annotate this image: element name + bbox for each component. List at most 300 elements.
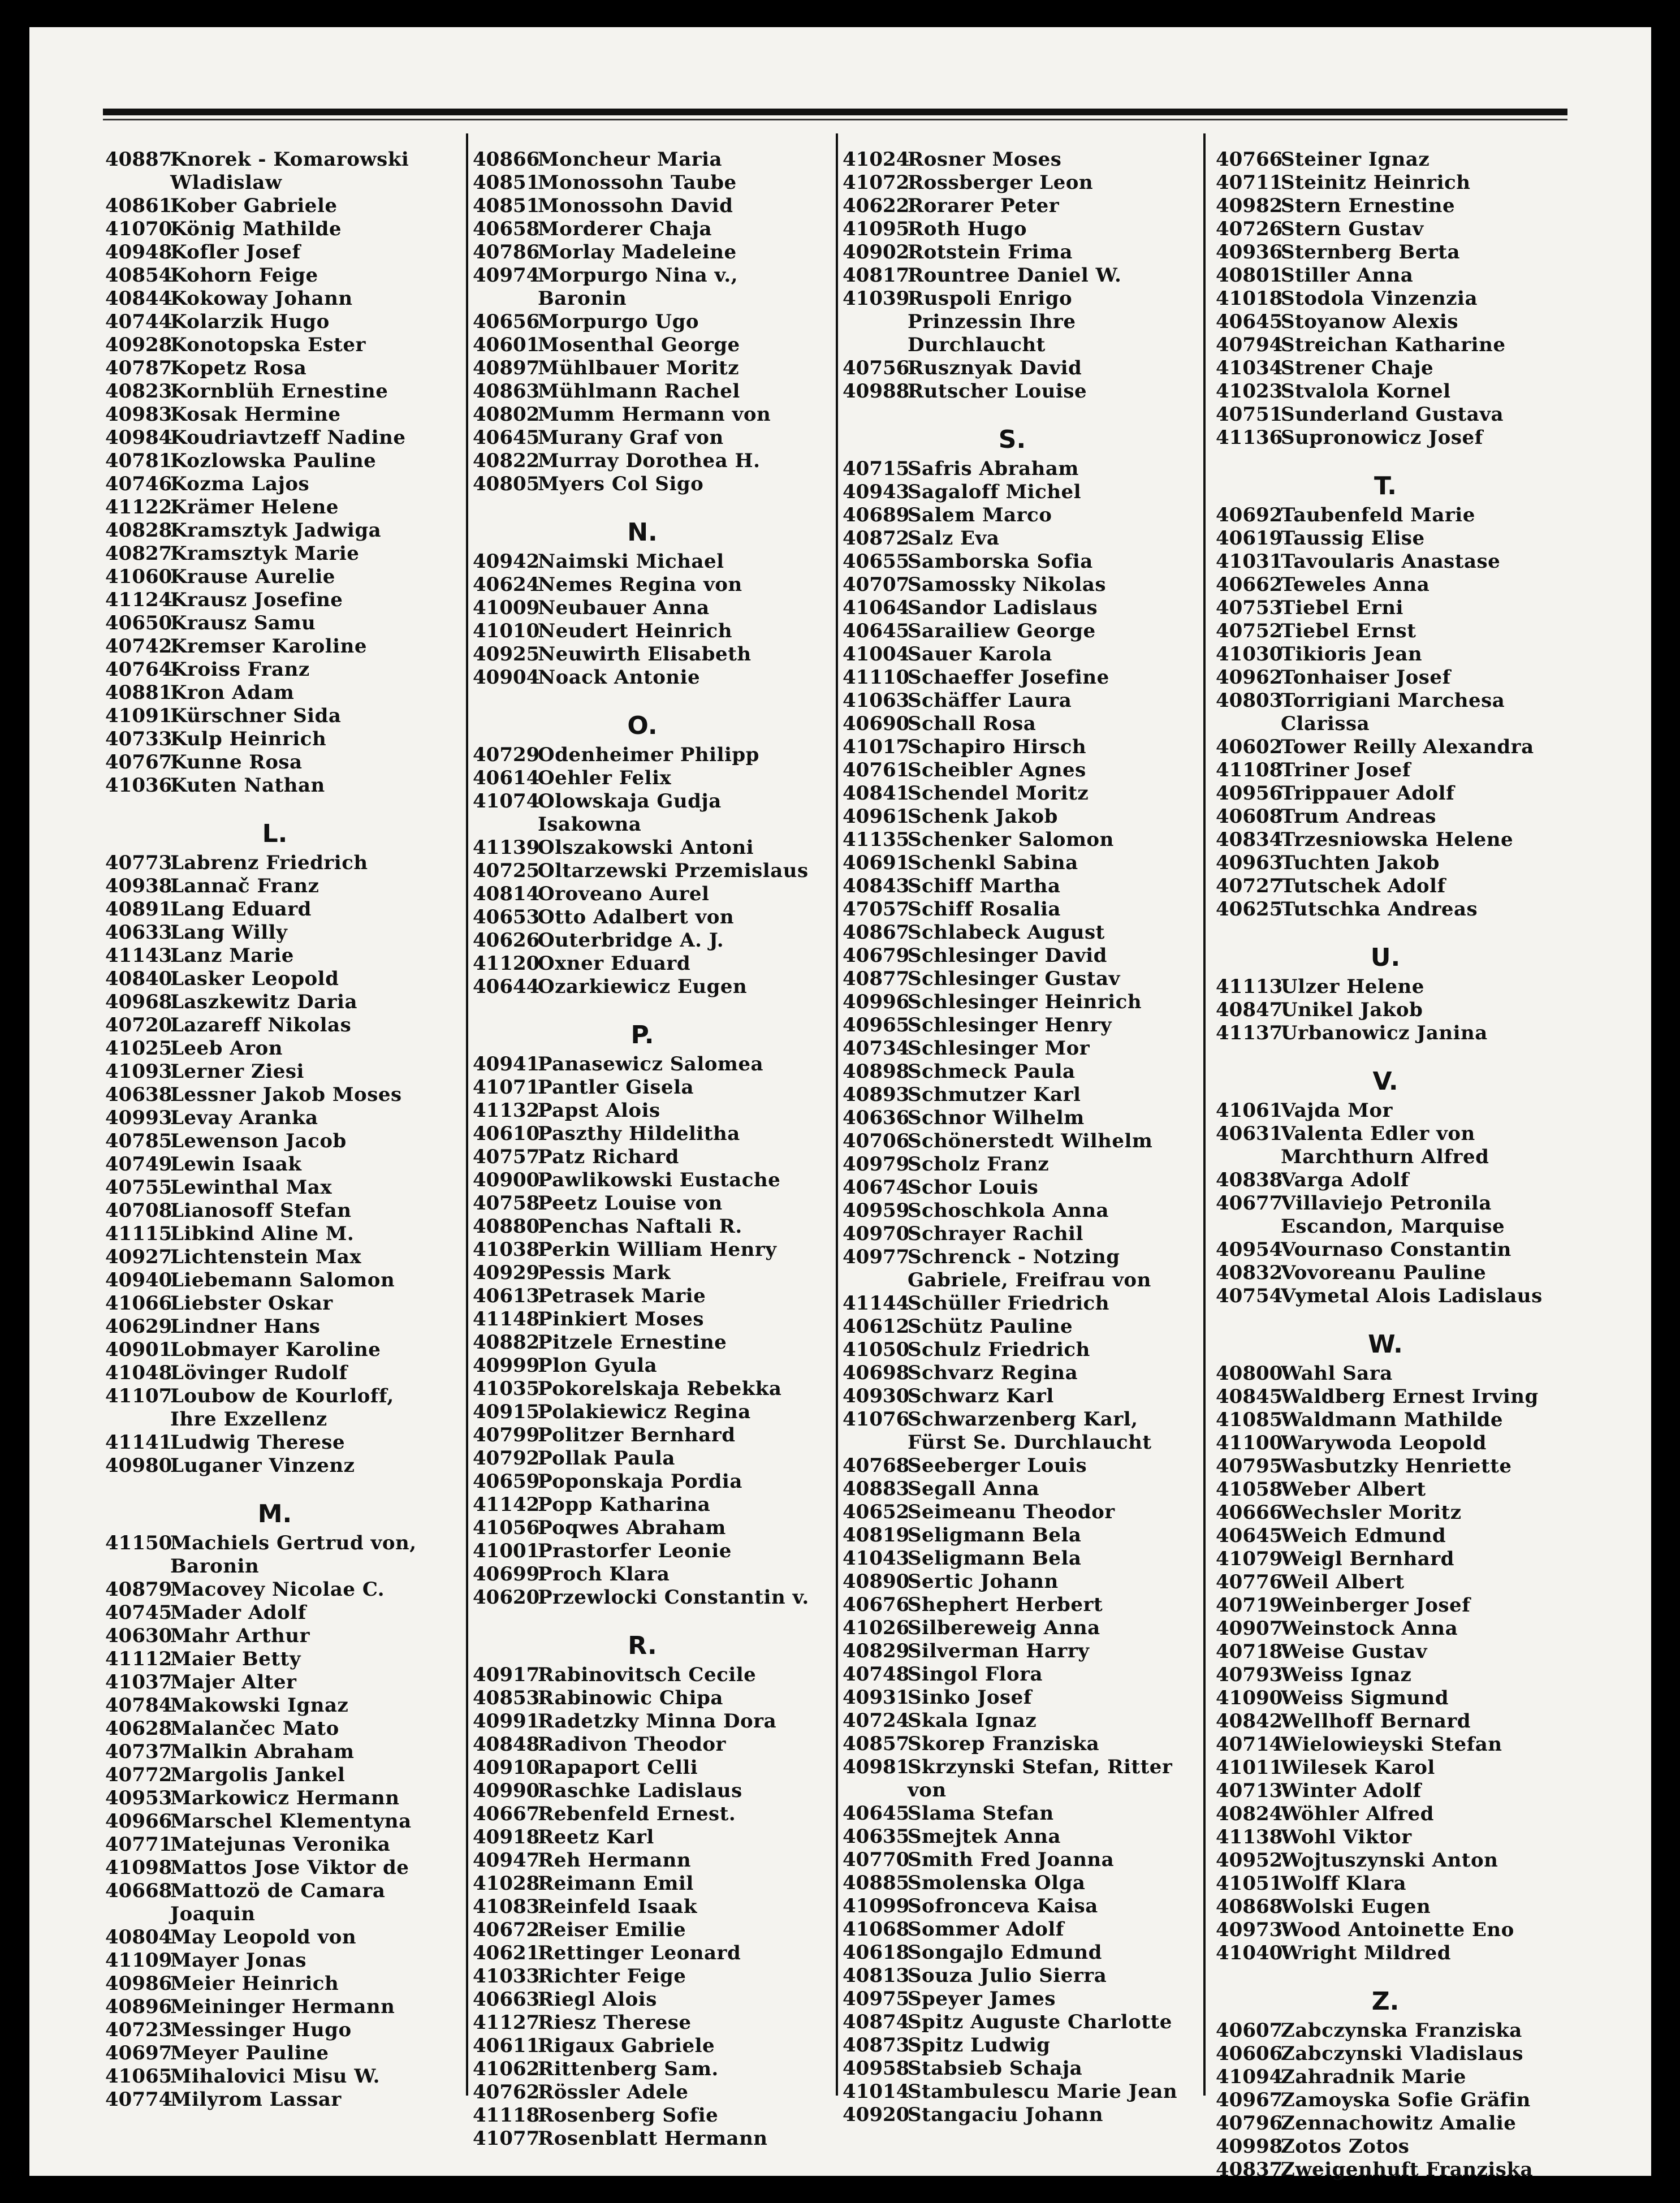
list-entry [1216,1362,1555,1385]
entry-number: 40718 [1216,1640,1283,1663]
list-entry [105,921,444,944]
list-entry [473,1756,812,1779]
entry-number: 40845 [1216,1385,1283,1408]
entry-number: 40874 [843,2011,910,2033]
entry-name: Rössler Adele [538,2081,689,2103]
entry-name: Tiebel Ernst [1281,620,1416,642]
entry-number: 40629 [105,1315,172,1338]
entry-number: 40698 [843,1362,910,1384]
entry-number: 40752 [1216,620,1283,642]
entry-name: Tower Reilly Alexandra [1281,736,1534,758]
entry-number: 40904 [473,666,540,689]
entry-name: Rittenberg Sam. [538,2058,719,2080]
entry-name: Samborska Sofia [908,550,1093,573]
entry-name: Schmutzer Karl [908,1083,1081,1106]
entry-name: Wojtuszynski Anton [1281,1849,1498,1872]
entry-name: Stambulescu Marie Jean [908,2080,1178,2103]
entry-name: Smejtek Anna [908,1825,1061,1848]
entry-name: Schönerstedt Wilhelm [908,1130,1153,1152]
entry-number: 41132 [473,1099,540,1122]
entry-name: Vajda Mor [1281,1099,1393,1122]
list-entry [1216,1640,1555,1664]
entry-number: 41143 [105,944,172,967]
list-entry [473,195,812,218]
list-entry [473,241,812,264]
entry-name: Segall Anna [908,1478,1040,1500]
list-entry [1216,1548,1555,1571]
list-entry [105,1995,444,2019]
section-gap [1216,921,1555,940]
entry-number: 40742 [105,635,172,658]
entry-name: Reh Hermann [538,1849,692,1872]
entry-name: Valenta Edler von Marchthurn Alfred [1281,1122,1489,1168]
entry-name: Weigl Bernhard [1281,1548,1454,1570]
entry-name: Meininger Hermann [170,1995,395,2018]
entry-name: Kremser Karoline [170,635,367,658]
entry-number: 40645 [843,1802,910,1825]
list-entry [1216,1849,1555,1872]
list-entry [1216,1826,1555,1849]
entry-name: Wöhler Alfred [1281,1803,1434,1825]
list-entry [843,1338,1182,1362]
list-entry [843,1918,1182,1941]
list-entry [105,1385,444,1431]
list-entry [105,450,444,473]
entry-name: Liebster Oskar [170,1292,333,1315]
section-letter: M. [257,1500,292,1528]
entry-number: 40656 [473,310,540,333]
list-entry [105,1292,444,1315]
list-entry [843,1756,1182,1802]
entry-name: Vournaso Constantin [1281,1238,1511,1261]
entry-number: 41066 [105,1292,172,1315]
entry-name: Zweigenhuft Franziska [1281,2158,1534,2181]
list-entry [843,1083,1182,1107]
list-entry [473,597,812,620]
entry-name: Trippauer Adolf [1281,782,1455,805]
entry-number: 41058 [1216,1478,1283,1501]
entry-number: 40706 [843,1130,910,1152]
entry-name: Marschel Klementyna [170,1810,412,1833]
entry-number: 40713 [1216,1779,1283,1802]
entry-number: 41048 [105,1362,172,1384]
entry-name: Souza Julio Sierra [908,1964,1107,1987]
entry-number: 41063 [843,689,910,712]
entry-name: Rebenfeld Ernest. [538,1803,736,1825]
entry-name: Ruspoli Enrigo Prinzessin Ihre Durchlaucht [908,287,1076,356]
entry-number: 40764 [105,658,172,681]
entry-number: 40724 [843,1709,910,1732]
list-entry [473,1076,812,1099]
list-entry [843,357,1182,380]
entry-name: Malkin Abraham [170,1740,355,1763]
entry-name: Kramsztyk Jadwiga [170,519,382,542]
entry-name: Roth Hugo [908,218,1027,240]
entry-name: Scholz Franz [908,1153,1050,1176]
entry-number: 40631 [1216,1122,1283,1145]
entry-name: Sinko Josef [908,1686,1032,1709]
list-entry [473,767,812,790]
list-entry [473,1779,812,1803]
entry-number: 40767 [105,751,172,774]
entry-name: Rosenblatt Hermann [538,2127,768,2150]
entry-number: 40729 [473,744,540,766]
list-entry [105,287,444,310]
entry-name: Schenk Jakob [908,805,1058,828]
entry-name: Pollak Paula [538,1447,675,1470]
list-entry [105,1949,444,1972]
list-entry [473,2104,812,2127]
entry-name: Rabinowic Chipa [538,1687,723,1709]
list-entry [843,1408,1182,1454]
list-entry [473,1169,812,1192]
entry-name: Petrasek Marie [538,1285,706,1307]
entry-name: Milyrom Lassar [170,2088,342,2111]
list-entry [473,1354,812,1377]
entry-number: 40851 [473,195,540,217]
section-gap [1216,1965,1555,1984]
list-entry [1216,148,1555,171]
list-entry [1216,1872,1555,1895]
list-entry [473,1331,812,1354]
list-entry [473,148,812,171]
entry-number: 40794 [1216,334,1283,356]
entry-number: 40883 [843,1478,910,1500]
entry-number: 41033 [473,1965,540,1988]
list-entry [1216,1617,1555,1640]
list-entry [473,883,812,906]
entry-name: Tutschka Andreas [1281,898,1478,921]
entry-number: 40948 [105,241,172,264]
list-entry [843,620,1182,643]
list-entry [1216,2042,1555,2066]
list-entry [843,689,1182,712]
section-gap [473,496,812,515]
entry-number: 41028 [473,1872,540,1895]
list-entry [473,218,812,241]
list-entry [1216,1122,1555,1169]
list-entry [473,620,812,643]
entry-number: 41091 [105,705,172,727]
entry-number: 41039 [843,287,910,310]
entry-name: Paszthy Hildelitha [538,1122,740,1145]
list-entry [105,967,444,991]
list-entry [105,1338,444,1362]
entry-name: Monossohn David [538,195,733,217]
entry-number: 40672 [473,1919,540,1941]
list-entry [473,357,812,380]
entry-name: Schnor Wilhelm [908,1107,1085,1129]
list-entry [843,1547,1182,1570]
entry-number: 40965 [843,1014,910,1036]
entry-name: Torrigiani Marchesa Clarissa [1281,689,1505,735]
entry-name: Meyer Pauline [170,2042,329,2064]
entry-number: 41085 [1216,1409,1283,1431]
list-entry [105,751,444,774]
list-entry [1216,357,1555,380]
entry-number: 41138 [1216,1826,1283,1848]
entry-number: 40772 [105,1764,172,1786]
entry-name: Schlesinger Gustav [908,967,1120,990]
entry-name: Mühlmann Rachel [538,380,740,403]
entry-name: Messinger Hugo [170,2019,352,2041]
entry-name: Oehler Felix [538,767,672,789]
entry-number: 41135 [843,828,910,851]
entry-name: Mumm Hermann von [538,403,771,426]
list-entry [843,1362,1182,1385]
list-entry [1216,2112,1555,2135]
entry-name: Wasbutzky Henriette [1281,1455,1512,1478]
entry-name: Schor Louis [908,1176,1039,1199]
entry-number: 40768 [843,1454,910,1477]
list-entry [473,1895,812,1919]
entry-name: Morpurgo Ugo [538,310,699,333]
entry-name: Wechsler Moritz [1281,1501,1462,1524]
list-entry [105,1578,444,1601]
entry-number: 40784 [105,1694,172,1717]
list-entry [843,481,1182,504]
list-entry [1216,1710,1555,1733]
entry-name: Streichan Katharine [1281,334,1506,356]
entry-name: Wilesek Karol [1281,1756,1435,1779]
list-entry [1216,1238,1555,1262]
entry-name: Kolarzik Hugo [170,310,330,333]
entry-number: 40644 [473,975,540,998]
entry-name: Tutschek Adolf [1281,875,1446,897]
entry-number: 40618 [843,1941,910,1964]
entry-number: 40676 [843,1593,910,1616]
column-3 [843,148,1182,2127]
list-entry [1216,1756,1555,1779]
entry-name: Koudriavtzeff Nadine [170,426,406,449]
entry-number: 40999 [473,1354,540,1377]
entry-name: Warywoda Leopold [1281,1432,1487,1454]
entry-name: Reiser Emilie [538,1919,686,1941]
entry-name: Schall Rosa [908,712,1036,735]
list-entry [473,1424,812,1447]
list-entry [473,1803,812,1826]
list-entry [843,1292,1182,1315]
entry-number: 41094 [1216,2066,1283,2088]
entry-number: 41068 [843,1918,910,1941]
entry-name: Zotos Zotos [1281,2135,1410,2158]
entry-name: Kroiss Franz [170,658,310,681]
entry-name: Kozma Lajos [170,473,310,495]
entry-number: 40983 [105,403,172,426]
list-entry [843,264,1182,287]
list-entry [105,310,444,334]
entry-name: Lessner Jakob Moses [170,1083,402,1106]
entry-number: 40748 [843,1663,910,1686]
entry-number: 40962 [1216,666,1283,689]
entry-number: 40773 [105,852,172,874]
list-entry [105,1764,444,1787]
entry-name: Mader Adolf [170,1601,306,1624]
list-entry [843,1176,1182,1199]
list-entry [1216,1262,1555,1285]
entry-number: 40734 [843,1037,910,1060]
section-letter: Z. [1371,1987,1400,2016]
list-entry [105,1717,444,1740]
entry-number: 40974 [473,264,540,287]
entry-name: Vymetal Alois Ladislaus [1281,1285,1543,1307]
entry-number: 40746 [105,473,172,495]
list-entry [843,1478,1182,1501]
entry-number: 40841 [843,782,910,805]
entry-name: Stoyanow Alexis [1281,310,1458,333]
entry-name: Weber Albert [1281,1478,1426,1501]
list-entry [105,612,444,635]
entry-name: Schenker Salomon [908,828,1114,851]
entry-number: 40844 [105,287,172,310]
list-entry [843,2034,1182,2057]
entry-number: 40990 [473,1779,540,1802]
entry-name: Makowski Ignaz [170,1694,349,1717]
entry-name: Schoschkola Anna [908,1199,1109,1222]
entry-number: 40918 [473,1826,540,1848]
section-gap [1216,450,1555,469]
entry-number: 41025 [105,1037,172,1060]
entry-number: 40910 [473,1756,540,1779]
entry-name: Zabczynska Franziska [1281,2019,1522,2042]
entry-name: Triner Josef [1281,759,1411,781]
list-entry [1216,426,1555,450]
entry-number: 40785 [105,1130,172,1152]
list-entry [843,550,1182,573]
entry-name: Salz Eva [908,527,1000,550]
entry-number: 40757 [473,1146,540,1168]
list-entry [473,2011,812,2034]
entry-name: Stern Ernestine [1281,195,1456,217]
entry-number: 40861 [105,195,172,217]
list-entry [1216,171,1555,195]
entry-name: Pinkiert Moses [538,1308,704,1331]
entry-name: Lobmayer Karoline [170,1338,381,1361]
entry-number: 40981 [843,1756,910,1778]
entry-name: Morderer Chaja [538,218,712,240]
entry-name: Poqwes Abraham [538,1517,726,1539]
entry-name: Schrenck - Notzing Gabriele, Freifrau von [908,1246,1151,1291]
entry-name: Stern Gustav [1281,218,1424,240]
entry-name: Seeberger Louis [908,1454,1087,1477]
list-entry [843,195,1182,218]
list-entry [473,1517,812,1540]
list-entry [473,334,812,357]
list-entry [843,504,1182,527]
entry-name: Olowskaja Gudja Isakowna [538,790,722,836]
list-entry [1216,1455,1555,1478]
entry-number: 40901 [105,1338,172,1361]
entry-number: 40795 [1216,1455,1283,1478]
list-entry [1216,1664,1555,1687]
entry-name: Weich Edmund [1281,1524,1446,1547]
entry-name: Wielowieyski Stefan [1281,1733,1502,1756]
entry-number: 41061 [1216,1099,1283,1122]
list-entry [105,1037,444,1060]
list-entry [105,875,444,898]
entry-number: 40624 [473,573,540,596]
entry-number: 40984 [105,426,172,449]
entry-name: Lewin Isaak [170,1153,302,1176]
list-entry [1216,527,1555,550]
list-entry [473,906,812,929]
column-divider [466,133,468,2096]
entry-name: Sandor Ladislaus [908,597,1098,619]
list-entry [473,1664,812,1687]
entry-number: 41113 [1216,975,1283,998]
entry-number: 40608 [1216,805,1283,828]
entry-name: Radivon Theodor [538,1733,726,1756]
list-entry [105,565,444,589]
entry-name: Kron Adam [170,681,295,704]
entry-name: Oxner Eduard [538,952,691,975]
list-entry [105,774,444,797]
entry-name: Schütz Pauline [908,1315,1073,1338]
entry-name: Schüller Friedrich [908,1292,1109,1315]
list-entry [1216,1501,1555,1524]
entry-name: Schäffer Laura [908,689,1072,712]
entry-number: 40645 [1216,310,1283,333]
entry-number: 41035 [473,1377,540,1400]
list-entry [105,426,444,450]
list-entry [473,1733,812,1756]
entry-number: 40863 [473,380,540,403]
list-entry [105,1810,444,1833]
entry-number: 40843 [843,875,910,897]
top-rule [103,109,1567,115]
entry-number: 41079 [1216,1548,1283,1570]
entry-number: 40804 [105,1926,172,1949]
list-entry [473,1919,812,1942]
list-entry [1216,310,1555,334]
entry-number: 41118 [473,2104,540,2127]
entry-number: 40756 [843,357,910,379]
entry-number: 40925 [473,643,540,666]
entry-number: 41115 [105,1223,172,1245]
entry-number: 40873 [843,2034,910,2057]
entry-name: Kofler Josef [170,241,301,264]
list-entry [105,1926,444,1949]
entry-number: 40848 [473,1733,540,1756]
list-entry [473,643,812,666]
entry-name: Stiller Anna [1281,264,1414,287]
list-entry [473,929,812,952]
entry-name: Skala Ignaz [908,1709,1037,1732]
list-entry [105,1362,444,1385]
list-entry [105,1972,444,1995]
list-entry [473,1377,812,1401]
entry-name: Skrzynski Stefan, Ritter von [908,1756,1173,1802]
entry-name: Politzer Bernhard [538,1424,736,1446]
entry-number: 40612 [843,1315,910,1338]
entry-number: 40753 [1216,597,1283,619]
entry-number: 40762 [473,2081,540,2103]
list-entry [843,1153,1182,1176]
entry-number: 41090 [1216,1687,1283,1709]
entry-number: 41001 [473,1540,540,1562]
entry-number: 41064 [843,597,910,619]
list-entry [843,921,1182,944]
entry-number: 40838 [1216,1169,1283,1191]
list-entry [105,1694,444,1717]
entry-name: Morlay Madeleine [538,241,737,264]
entry-number: 40652 [843,1501,910,1523]
list-entry [105,1625,444,1648]
entry-number: 40630 [105,1625,172,1647]
list-entry [843,597,1182,620]
list-entry [843,1130,1182,1153]
entry-name: Waldmann Mathilde [1281,1409,1504,1431]
